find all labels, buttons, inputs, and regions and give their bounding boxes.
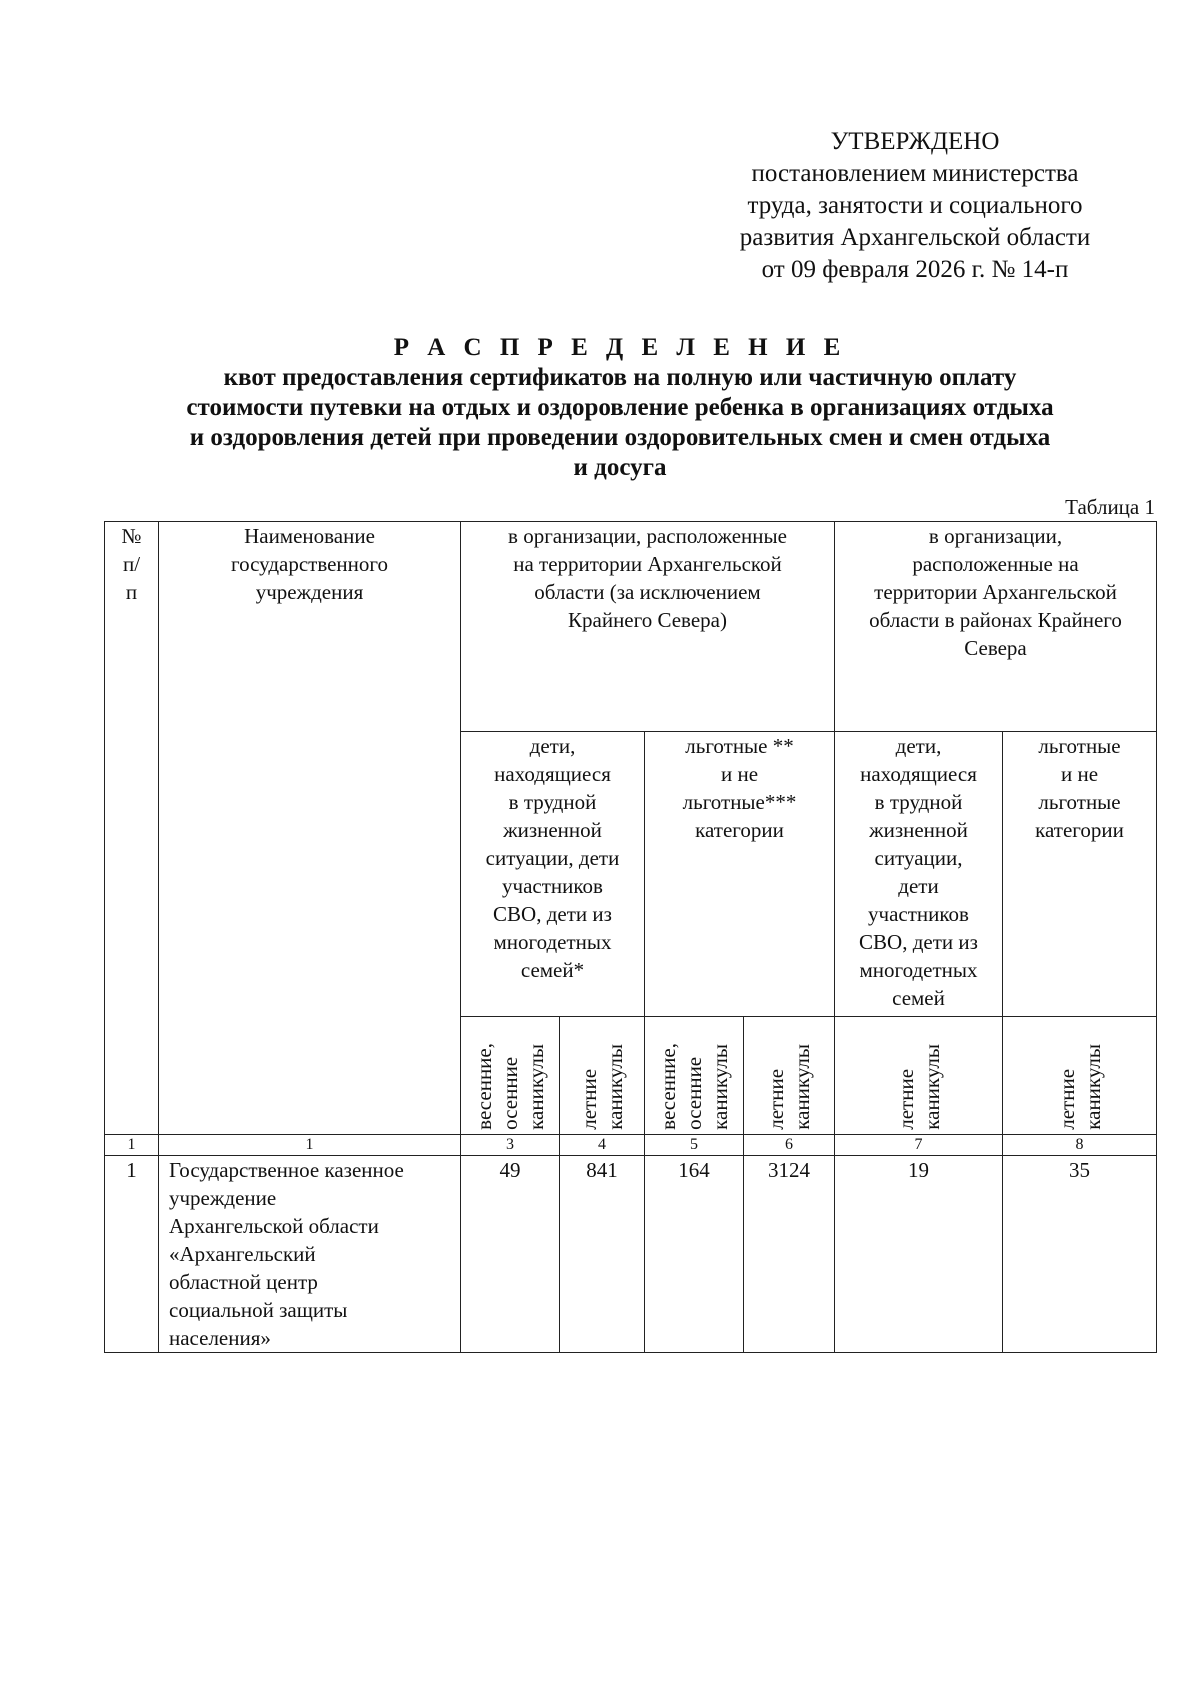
header-col4-text: летние каникулы [577, 1044, 627, 1130]
header-group-far-north: в организации, расположенные на территории Архангельской области в районах Крайнего Севера [835, 522, 1157, 732]
column-number-row [105, 1135, 1157, 1156]
row-num: 1 [105, 1156, 159, 1353]
title-line: и оздоровления детей при проведении оздоровительных смен и смен отдыха [189, 424, 1051, 451]
column-number: 3 [461, 1135, 560, 1156]
title-line: и досуга [573, 454, 667, 481]
row-institution-name: Государственное казенное учреждение Архангельской области «Архангельский областной центр социальной защиты населения» [159, 1156, 461, 1353]
document-title [110, 333, 1130, 483]
column-number: 1 [159, 1135, 461, 1156]
row-value-col5: 164 [645, 1156, 744, 1353]
header-north-children: дети, находящиеся в трудной жизненной ситуации, дети участников СВО, дети из многодетных семей [835, 732, 1003, 1017]
header-col4 [560, 1017, 645, 1135]
approval-line: постановлением министерства [751, 160, 1079, 187]
title-line: квот предоставления сертификатов на полную или частичную оплату [223, 364, 1017, 391]
column-number: 6 [744, 1135, 835, 1156]
header-col7-text: летние каникулы [893, 1044, 944, 1130]
approval-line: труда, занятости и социального [747, 192, 1083, 219]
table-row [105, 1156, 1157, 1353]
header-col7 [835, 1017, 1003, 1135]
approval-block [700, 126, 1130, 286]
column-number: 1 [105, 1135, 159, 1156]
table-label: Таблица 1 [1065, 495, 1155, 519]
header-col6-text: летние каникулы [764, 1044, 814, 1130]
quota-table [104, 521, 1157, 1353]
header-col3 [461, 1017, 560, 1135]
title-heading: Р А С П Р Е Д Е Л Е Н И Е [393, 334, 847, 361]
header-col5 [645, 1017, 744, 1135]
approval-line: развития Архангельской области [739, 224, 1091, 251]
header-col5-text: весенние, осенние каникулы [656, 1043, 732, 1130]
header-north-benefit: льготные и не льготные категории [1003, 732, 1157, 1017]
approval-heading: УТВЕРЖДЕНО [830, 128, 1000, 155]
header-col8 [1003, 1017, 1157, 1135]
header-group-arkhangelsk: в организации, расположенные на территории Архангельской области (за исключением Крайнего Севера) [461, 522, 835, 732]
row-value-col6: 3124 [744, 1156, 835, 1353]
row-value-col7: 19 [835, 1156, 1003, 1353]
header-col8-text: летние каникулы [1054, 1044, 1105, 1130]
header-col6 [744, 1017, 835, 1135]
header-col3-text: весенние, осенние каникулы [472, 1043, 548, 1130]
row-value-col3: 49 [461, 1156, 560, 1353]
row-value-col8: 35 [1003, 1156, 1157, 1353]
header-arkh-children: дети, находящиеся в трудной жизненной ситуации, дети участников СВО, дети из многодетных семей* [461, 732, 645, 1017]
approval-date: от 09 февраля 2026 г. № 14-п [761, 256, 1069, 283]
row-value-col4: 841 [560, 1156, 645, 1353]
header-num: № п/ п [105, 522, 159, 1135]
column-number: 5 [645, 1135, 744, 1156]
header-arkh-benefit: льготные ** и не льготные*** категории [645, 732, 835, 1017]
column-number: 8 [1003, 1135, 1157, 1156]
header-name: Наименование государственного учреждения [159, 522, 461, 1135]
column-number: 7 [835, 1135, 1003, 1156]
column-number: 4 [560, 1135, 645, 1156]
title-line: стоимости путевки на отдых и оздоровление ребенка в организациях отдыха [186, 394, 1054, 421]
